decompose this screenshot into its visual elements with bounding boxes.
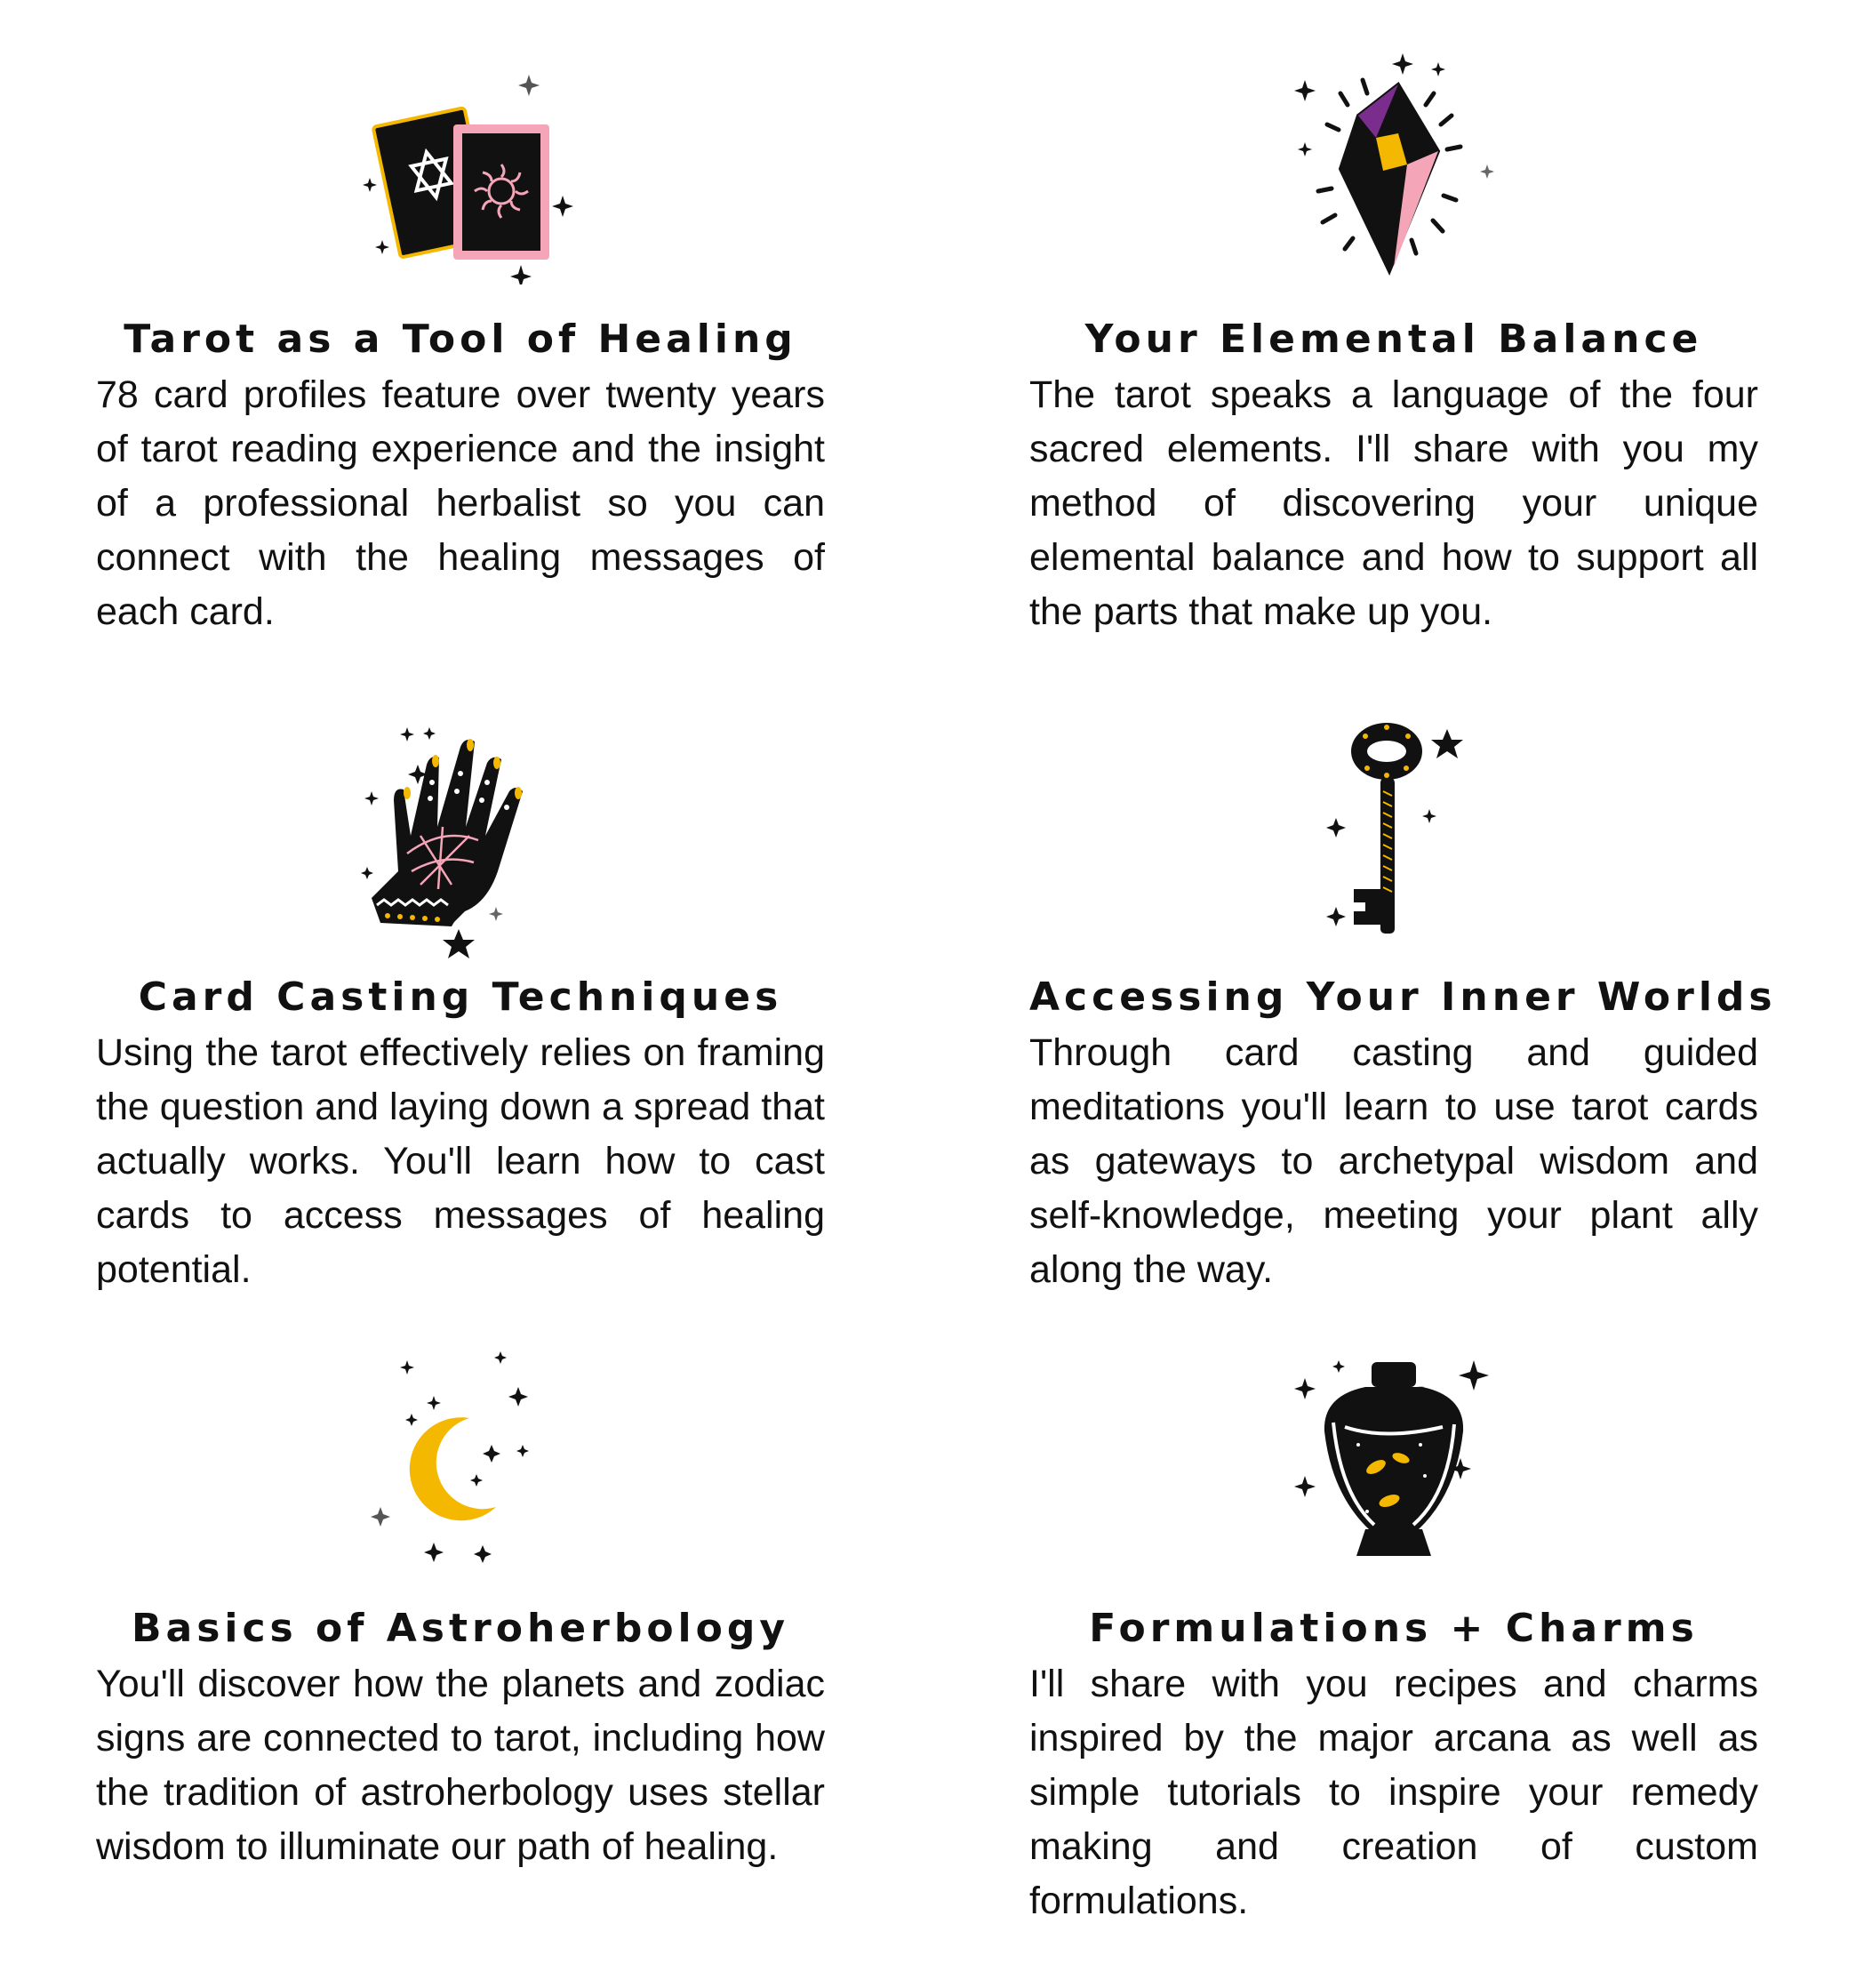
mystic-hand-icon: [345, 693, 576, 960]
section-title: Your Elemental Balance: [1084, 317, 1703, 362]
section-description: The tarot speaks a language of the four sacred elements. I'll share with you my method of discovering your unique elemental balance and how to support all the parts that make up you.: [1029, 373, 1758, 633]
section-description: I'll share with you recipes and charms inspired by the major arcana as well as simple tutorials to inspire your remedy making and creation of custom formulations.: [1029, 1663, 1758, 1922]
section-description: 78 card profiles feature over twenty years of tarot reading experience and the insight of a professional herbalist so you can connect with the healing messages of each card.: [96, 373, 825, 633]
section-title: Accessing Your Inner Worlds: [1029, 974, 1777, 1020]
section-title: Formulations + Charms: [1089, 1606, 1699, 1651]
section-description: You'll discover how the planets and zodiac signs are connected to tarot, including how the tradition of astroherbology uses stellar wisdom to illuminate our path of healing.: [96, 1663, 825, 1868]
potion-bottle-icon: [1260, 1343, 1527, 1574]
section-title: Tarot as a Tool of Healing: [124, 317, 797, 362]
tarot-cards-icon: [345, 53, 576, 285]
section-description: Through card casting and guided meditations you'll learn to use tarot cards as gateways to archetypal wisdom and self-knowledge, meeting your plant ally along the way.: [1029, 1031, 1758, 1291]
crystal-icon: [1269, 44, 1518, 293]
crescent-moon-icon: [363, 1343, 558, 1574]
section-title: Card Casting Techniques: [138, 974, 783, 1020]
section-title: Basics of Astroherbology: [131, 1606, 790, 1651]
key-icon: [1296, 711, 1492, 942]
section-description: Using the tarot effectively relies on framing the question and laying down a spread that actually works. You'll learn how to cast cards to access messages of healing potential.: [96, 1031, 825, 1291]
